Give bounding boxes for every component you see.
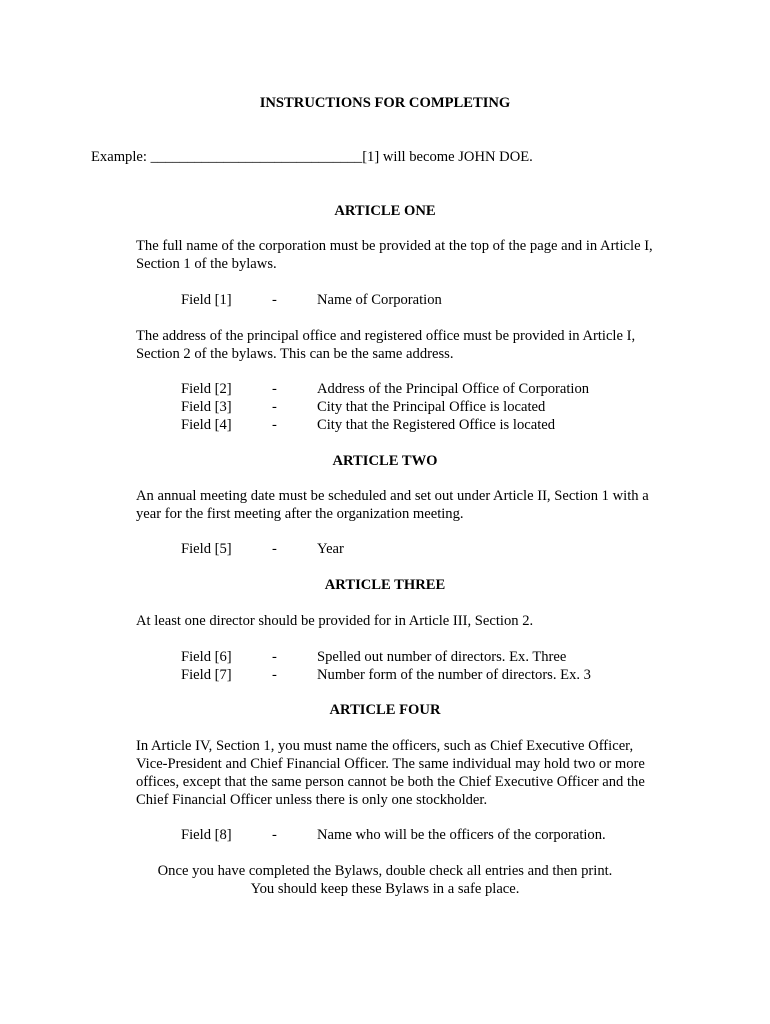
closing-line-2: You should keep these Bylaws in a safe place. (250, 881, 520, 897)
field-dash: - (272, 417, 277, 433)
example-suffix: [1] will become JOHN DOE. (362, 149, 533, 165)
field-row-2 (0, 380, 770, 398)
article-one-heading: ARTICLE ONE (334, 203, 436, 219)
field-row-7 (0, 666, 770, 684)
paragraph-line: year for the first meeting after the organization meeting. (136, 506, 464, 522)
paragraph-line: Section 1 of the bylaws. (136, 256, 277, 272)
field-description: Number form of the number of directors. Ex. 3 (317, 667, 591, 683)
field-dash: - (272, 827, 277, 843)
field-label: Field [6] (181, 649, 232, 665)
field-label: Field [2] (181, 381, 232, 397)
paragraph-line: The address of the principal office and registered office must be provided in Article I, (136, 328, 636, 344)
article-three-heading: ARTICLE THREE (324, 577, 446, 593)
field-description: Year (317, 541, 344, 557)
paragraph-line: Vice-President and Chief Financial Officer. The same individual may hold two or more (136, 756, 645, 772)
field-row-5 (0, 540, 770, 558)
field-description: Name of Corporation (317, 292, 442, 308)
example-blank: _____________________________ (150, 149, 363, 165)
paragraph-line: In Article IV, Section 1, you must name the officers, such as Chief Executive Officer, (136, 738, 634, 754)
paragraph-line: Chief Financial Officer unless there is only one stockholder. (136, 792, 488, 808)
paragraph-line: Section 2 of the bylaws. This can be the same address. (136, 346, 454, 362)
field-dash: - (272, 667, 277, 683)
field-row-6 (0, 648, 770, 666)
article-one-paragraph-2 (136, 327, 696, 363)
field-label: Field [4] (181, 417, 232, 433)
closing-line-1: Once you have completed the Bylaws, double check all entries and then print. (157, 863, 613, 879)
example-prefix: Example: (91, 149, 151, 165)
article-two-paragraph (136, 487, 696, 523)
field-label: Field [1] (181, 292, 232, 308)
field-dash: - (272, 292, 277, 308)
article-three-paragraph (136, 612, 696, 630)
document-title: INSTRUCTIONS FOR COMPLETING (259, 95, 511, 111)
paragraph-line: At least one director should be provided for in Article III, Section 2. (136, 613, 534, 629)
field-row-1 (0, 291, 770, 309)
field-dash: - (272, 649, 277, 665)
field-row-4 (0, 416, 770, 434)
paragraph-line: offices, except that the same person cannot be both the Chief Executive Officer and the (136, 774, 645, 790)
article-two-heading: ARTICLE TWO (332, 453, 438, 469)
article-four-heading: ARTICLE FOUR (329, 702, 441, 718)
paragraph-line: The full name of the corporation must be provided at the top of the page and in Article I, (136, 238, 653, 254)
field-dash: - (272, 381, 277, 397)
field-label: Field [5] (181, 541, 232, 557)
field-dash: - (272, 541, 277, 557)
field-row-3 (0, 398, 770, 416)
article-four-paragraph (136, 737, 696, 809)
field-dash: - (272, 399, 277, 415)
field-description: Spelled out number of directors. Ex. Three (317, 649, 567, 665)
field-row-8 (0, 826, 770, 844)
field-description: City that the Principal Office is located (317, 399, 546, 415)
field-label: Field [8] (181, 827, 232, 843)
example-line (91, 148, 533, 166)
paragraph-line: An annual meeting date must be scheduled and set out under Article II, Section 1 with a (136, 488, 649, 504)
field-description: Address of the Principal Office of Corporation (317, 381, 590, 397)
field-description: Name who will be the officers of the corporation. (317, 827, 606, 843)
article-one-paragraph-1 (136, 237, 696, 273)
field-label: Field [7] (181, 667, 232, 683)
field-description: City that the Registered Office is located (317, 417, 556, 433)
field-label: Field [3] (181, 399, 232, 415)
